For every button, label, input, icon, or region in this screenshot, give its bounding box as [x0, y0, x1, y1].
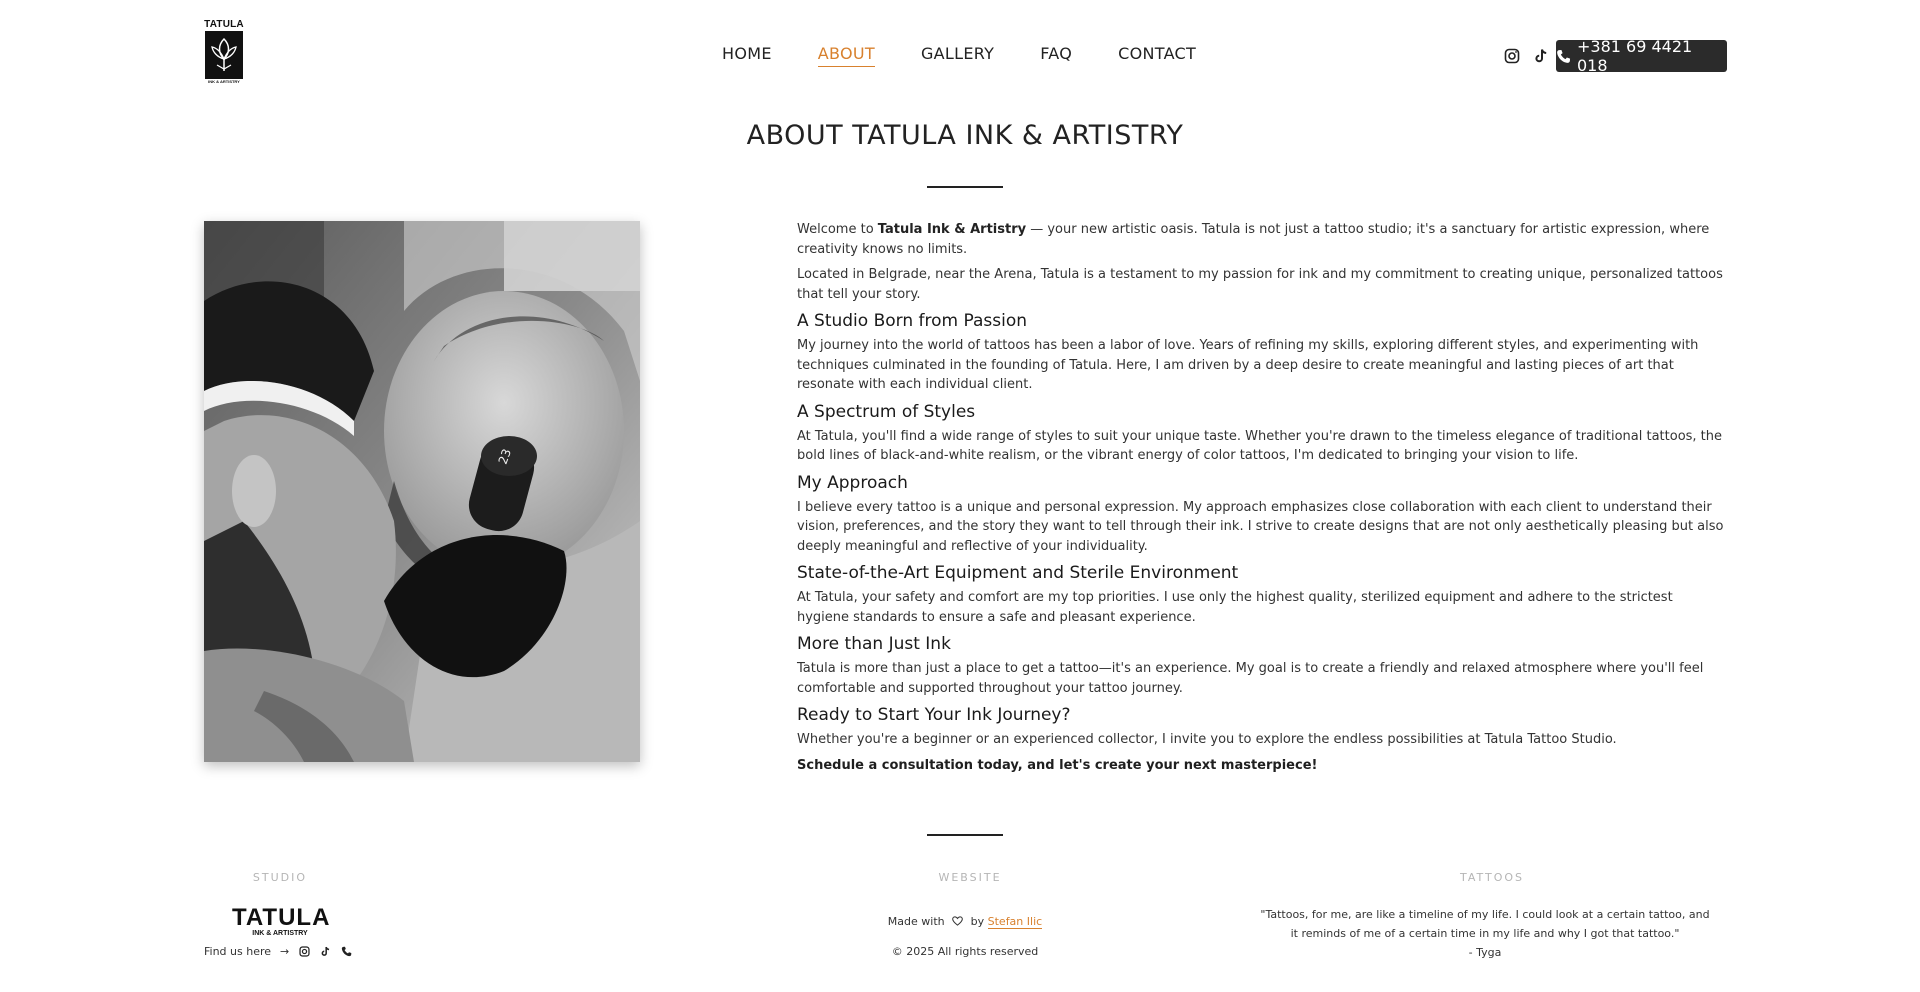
- nav-item-gallery[interactable]: GALLERY: [920, 44, 995, 63]
- section-text-more-than-ink: Tatula is more than just a place to get a tattoo—it's an experience. My goal is to create a friendly and relaxed atmosphere where you'll feel comfortable and supported throughout your tattoo journey.: [797, 661, 1704, 696]
- section-heading-ready: Ready to Start Your Ink Journey?: [797, 705, 1071, 725]
- quote-text: "Tattoos, for me, are like a timeline of my life. I could look at a certain tattoo, and it reminds of me of a certain time in my life and why I got that tattoo.": [1260, 908, 1710, 940]
- author-link[interactable]: Stefan Ilic: [987, 915, 1043, 928]
- instagram-icon[interactable]: [1503, 47, 1521, 65]
- footer-website-label: WEBSITE: [938, 871, 1002, 884]
- page-title: ABOUT TATULA INK & ARTISTRY: [746, 120, 1184, 151]
- nav-item-faq[interactable]: FAQ: [1040, 44, 1073, 63]
- section-text-styles: At Tatula, you'll find a wide range of styles to suit your unique taste. Whether you're drawn to the timeless elegance of traditional tattoos, the bold lines of black-and-white realism, or the vibrant energy of color tattoos, I'm dedicated to bringing your vision to life.: [797, 428, 1723, 463]
- section-text-ready: Whether you're a beginner or an experienced collector, I invite you to explore the endless possibilities at Tatula Tattoo Studio.: [797, 732, 1617, 747]
- site-logo[interactable]: [204, 19, 244, 89]
- made-with-label: Made with: [887, 915, 945, 928]
- intro-brand: Tatula Ink & Artistry: [877, 222, 1027, 237]
- logo-wordmark: TATULA: [204, 19, 244, 30]
- intro-welcome: Welcome to: [797, 222, 878, 237]
- heart-icon: [952, 916, 963, 929]
- section-heading-styles: A Spectrum of Styles: [797, 401, 976, 422]
- main-nav: [722, 44, 1196, 67]
- tattoo-quote: [1260, 905, 1710, 962]
- nav-item-contact[interactable]: CONTACT: [1118, 44, 1197, 63]
- quote-author: - Tyga: [1468, 946, 1502, 959]
- consultation-cta: Schedule a consultation today, and let's create your next masterpiece!: [797, 757, 1318, 773]
- footer-logo-wordmark: TATULA: [232, 904, 331, 931]
- svg-text:23: 23: [495, 446, 515, 467]
- phone-number: +381 69 4421 018: [1577, 37, 1693, 75]
- about-content: [797, 220, 1727, 781]
- by-label: by: [970, 915, 985, 928]
- section-heading-more-than-ink: More than Just Ink: [797, 634, 951, 654]
- section-heading-passion: A Studio Born from Passion: [797, 311, 1027, 331]
- intro-paragraph: [797, 220, 1727, 259]
- copyright: © 2025 All rights reserved: [891, 945, 1039, 958]
- section-text-equipment: At Tatula, your safety and comfort are my top priorities. I use only the highest quality, sterilized equipment and adhere to the strictest hygiene standards to ensure a safe and pleasant experience.: [797, 590, 1673, 625]
- logo-emblem-icon: [205, 31, 243, 79]
- footer-divider: [927, 834, 1003, 836]
- tattoo-artist-photo: [204, 221, 640, 762]
- arrow-right-icon: →: [280, 945, 290, 958]
- call-phone-button[interactable]: [1556, 37, 1727, 75]
- location-paragraph: Located in Belgrade, near the Arena, Tatula is a testament to my passion for ink and my commitment to creating unique, personalized tattoos that tell your story.: [797, 267, 1723, 302]
- section-text-passion: My journey into the world of tattoos has been a labor of love. Years of refining my skills, exploring different styles, and experimenting with techniques culminated in the founding of Tatula. Here, I am driven by a deep desire to create meaningful and lasting pieces of art that resonate with each individual client.: [797, 338, 1699, 392]
- section-heading-approach: My Approach: [797, 472, 908, 493]
- nav-item-home[interactable]: HOME: [722, 44, 772, 63]
- footer-studio-label: STUDIO: [252, 871, 308, 884]
- tiktok-icon[interactable]: [1532, 47, 1550, 65]
- find-us-label: Find us here: [204, 945, 272, 958]
- title-divider: [927, 186, 1003, 188]
- nav-item-about[interactable]: ABOUT: [818, 44, 875, 67]
- intro-rest: — your new artistic oasis. Tatula is not just a tattoo studio; it's a sanctuary for artistic expression, where creativity knows no limits.: [797, 222, 1710, 257]
- phone-icon: [1556, 49, 1571, 64]
- section-heading-equipment: State-of-the-Art Equipment and Sterile Environment: [797, 563, 1239, 583]
- section-text-approach: I believe every tattoo is a unique and personal expression. My approach emphasizes close collaboration with each client to understand their vision, preferences, and the story they want to tell through their ink. I strive to create designs that are not only aesthetically pleasing but also deeply meaningful and reflective of your individuality.: [797, 499, 1724, 554]
- footer-tattoos-label: TATTOOS: [1459, 871, 1525, 884]
- site-header: [0, 0, 1920, 110]
- footer-logo-tagline: INK & ARTISTRY: [252, 930, 308, 937]
- logo-tagline: INK & ARTISTRY: [208, 79, 240, 84]
